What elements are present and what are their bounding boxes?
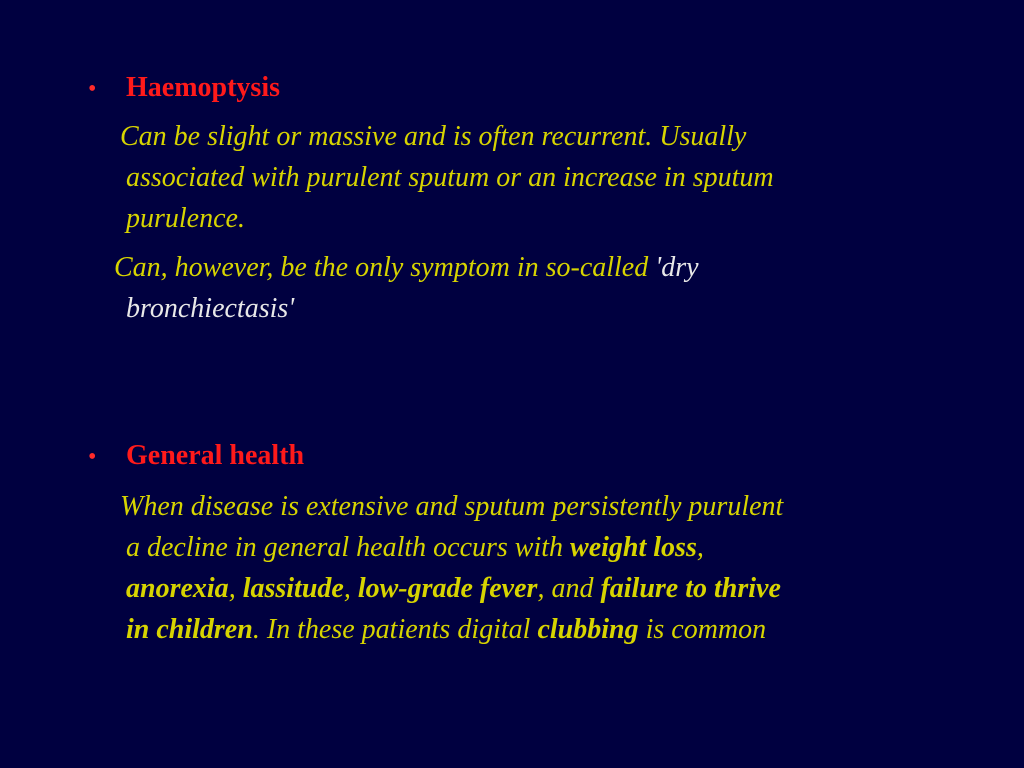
para-text: . In these patients digital (252, 614, 538, 645)
para-line: When disease is extensive and sputum persistently purulent (120, 491, 784, 522)
para-line (126, 527, 946, 568)
bold-term: anorexia (126, 573, 229, 604)
para-text: is common (638, 614, 767, 645)
quoted-term: bronchiectasis' (126, 293, 295, 324)
para-text: Can, however, be the only symptom in so-called (114, 252, 656, 283)
bold-term: low-grade fever (357, 573, 538, 604)
haemoptysis-paragraph-1 (120, 116, 946, 239)
para-line: Can be slight or massive and is often recurrent. Usually (120, 121, 747, 152)
para-line: purulence. (126, 203, 245, 234)
bold-term: in children (126, 614, 253, 645)
para-line (126, 568, 946, 609)
bold-term: clubbing (537, 614, 639, 645)
para-text: a decline in general health occurs with (126, 532, 571, 563)
bullet-haemoptysis (88, 72, 280, 104)
para-line: associated with purulent sputum or an increase in sputum (126, 162, 774, 193)
para-text: , (343, 573, 358, 604)
para-text: , (228, 573, 243, 604)
bullet-dot: • (88, 444, 97, 470)
section-heading-haemoptysis: Haemoptysis (126, 72, 280, 103)
bold-term: failure to thrive (600, 573, 781, 604)
para-text: , (696, 532, 704, 563)
general-health-paragraph (120, 486, 946, 650)
bullet-general-health (88, 440, 304, 472)
bold-term: lassitude (242, 573, 344, 604)
quoted-term: 'dry (655, 252, 699, 283)
bullet-dot: • (88, 76, 97, 102)
haemoptysis-paragraph-2 (114, 247, 946, 329)
para-line (114, 247, 946, 288)
para-line (126, 609, 946, 650)
bold-term: weight loss (570, 532, 697, 563)
para-text: , and (537, 573, 601, 604)
section-heading-general-health: General health (126, 440, 305, 471)
